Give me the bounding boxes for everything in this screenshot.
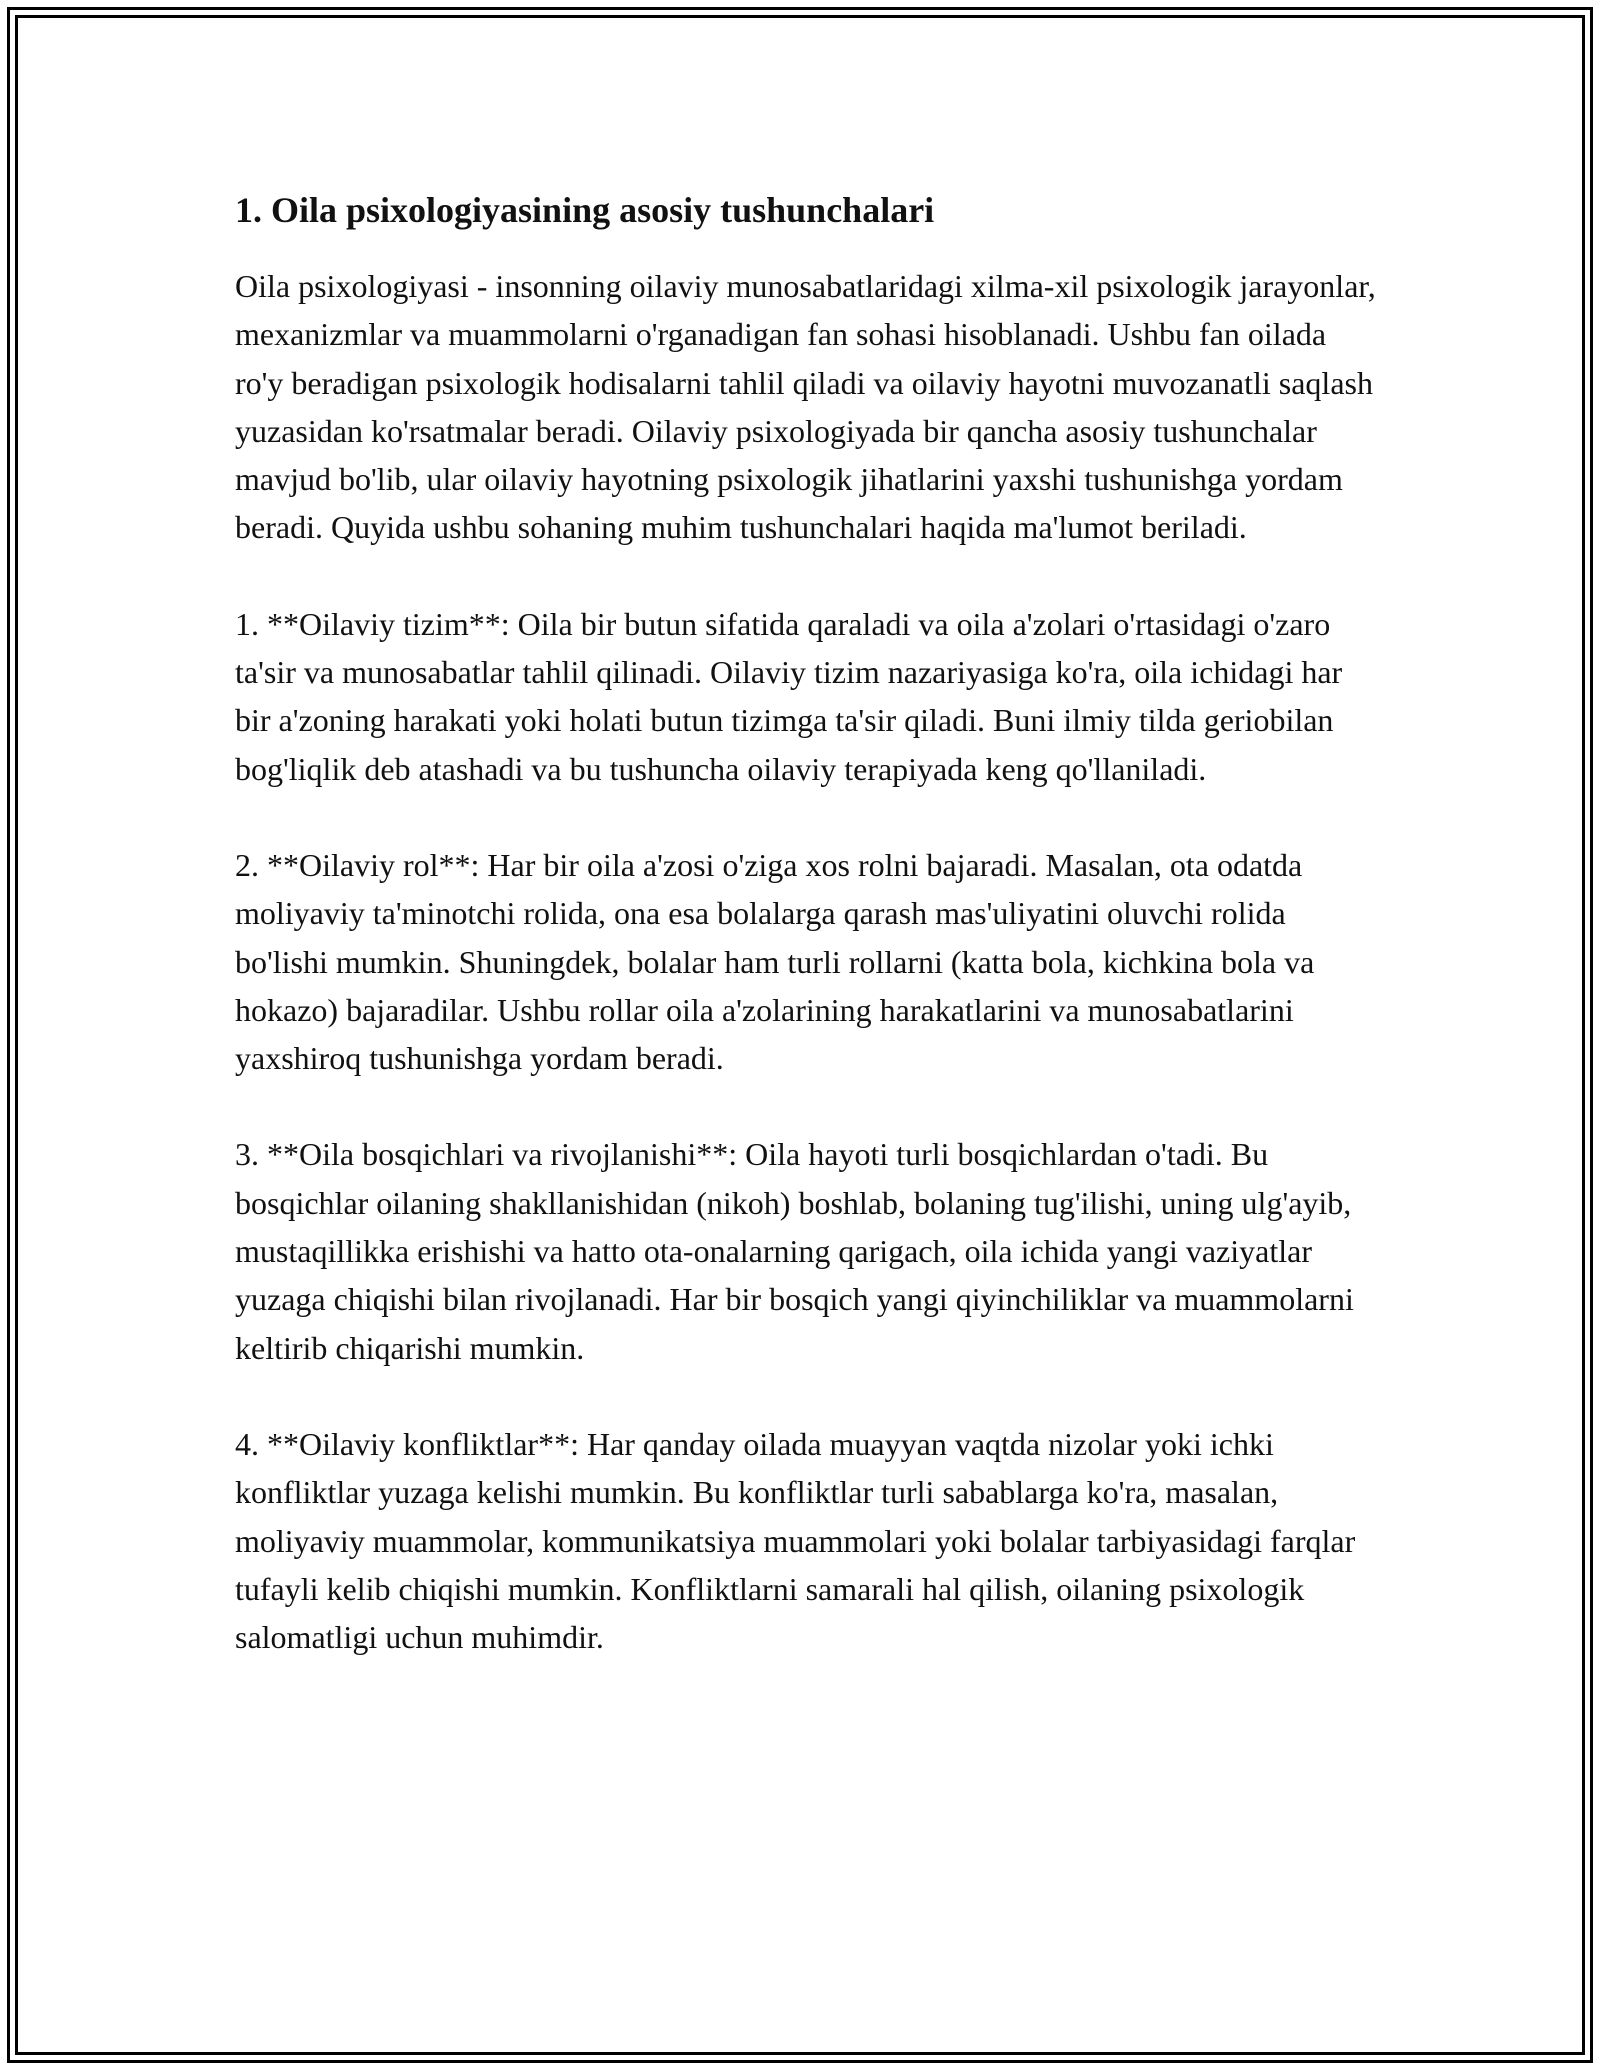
paragraph-oilaviy-tizim: 1. **Oilaviy tizim**: Oila bir butun sifatida qaraladi va oila a'zolari o'rtasidagi o'zaro ta'sir va munosabatlar tahlil qilinadi. Oilaviy tizim nazariyasiga ko'ra, oila ichidagi har bir a'zoning harakati yoki holati butun tizimga ta'sir qiladi. Buni ilmiy tilda geriobilan bog'liqlik deb atashadi va bu tushuncha oilaviy terapiyada keng qo'llaniladi.	[235, 605, 1343, 787]
intro-paragraph: Oila psixologiyasi - insonning oilaviy munosabatlaridagi xilma-xil psixologik jarayonlar, mexanizmlar va muammolarni o'rganadigan fan sohasi hisoblanadi. Ushbu fan oilada ro'y beradigan psixologik hodisalarni tahlil qiladi va oilaviy hayotni muvozanatli saqlash yuzasidan ko'rsatmalar beradi. Oilaviy psixologiyada bir qancha asosiy tushunchalar mavjud bo'lib, ular oilaviy hayotning psixologik jihatlarini yaxshi tushunishga yordam beradi. Quyida ushbu sohaning muhim tushunchalari haqida ma'lumot beriladi.	[235, 268, 1376, 546]
paragraph-oila-bosqichlari: 3. **Oila bosqichlari va rivojlanishi**: Oila hayoti turli bosqichlardan o'tadi. Bu bosqichlar oilaning shakllanishidan (nikoh) boshlab, bolaning tug'ilishi, uning ulg'ayib, mustaqillikka erishishi va hatto ota-onalarning qarigach, oila ichida yangi vaziyatlar yuzaga chiqishi bilan rivojlanadi. Har bir bosqich yangi qiyinchiliklar va muammolarni keltirib chiqarishi mumkin.	[235, 1136, 1354, 1366]
paragraph-oilaviy-rol: 2. **Oilaviy rol**: Har bir oila a'zosi o'ziga xos rolni bajaradi. Masalan, ota odatda moliyaviy ta'minotchi rolida, ona esa bolalarga qarash mas'uliyatini oluvchi rolida bo'lishi mumkin. Shuningdek, bolalar ham turli rollarni (katta bola, kichkina bola va hokazo) bajaradilar. Ushbu rollar oila a'zolarining harakatlarini va munosabatlarini yaxshiroq tushunishga yordam beradi.	[235, 846, 1315, 1077]
document-body	[235, 188, 1380, 1709]
paragraph-oilaviy-konfliktlar: 4. **Oilaviy konfliktlar**: Har qanday oilada muayyan vaqtda nizolar yoki ichki konfliktlar yuzaga kelishi mumkin. Bu konfliktlar turli sabablarga ko'ra, masalan, moliyaviy muammolar, kommunikatsiya muammolari yoki bolalar tarbiyasidagi farqlar tufayli kelib chiqishi mumkin. Konfliktlarni samarali hal qilish, oilaning psixologik salomatligi uchun muhimdir.	[235, 1425, 1356, 1656]
section-heading: 1. Oila psixologiyasining asosiy tushunchalari	[235, 190, 935, 230]
